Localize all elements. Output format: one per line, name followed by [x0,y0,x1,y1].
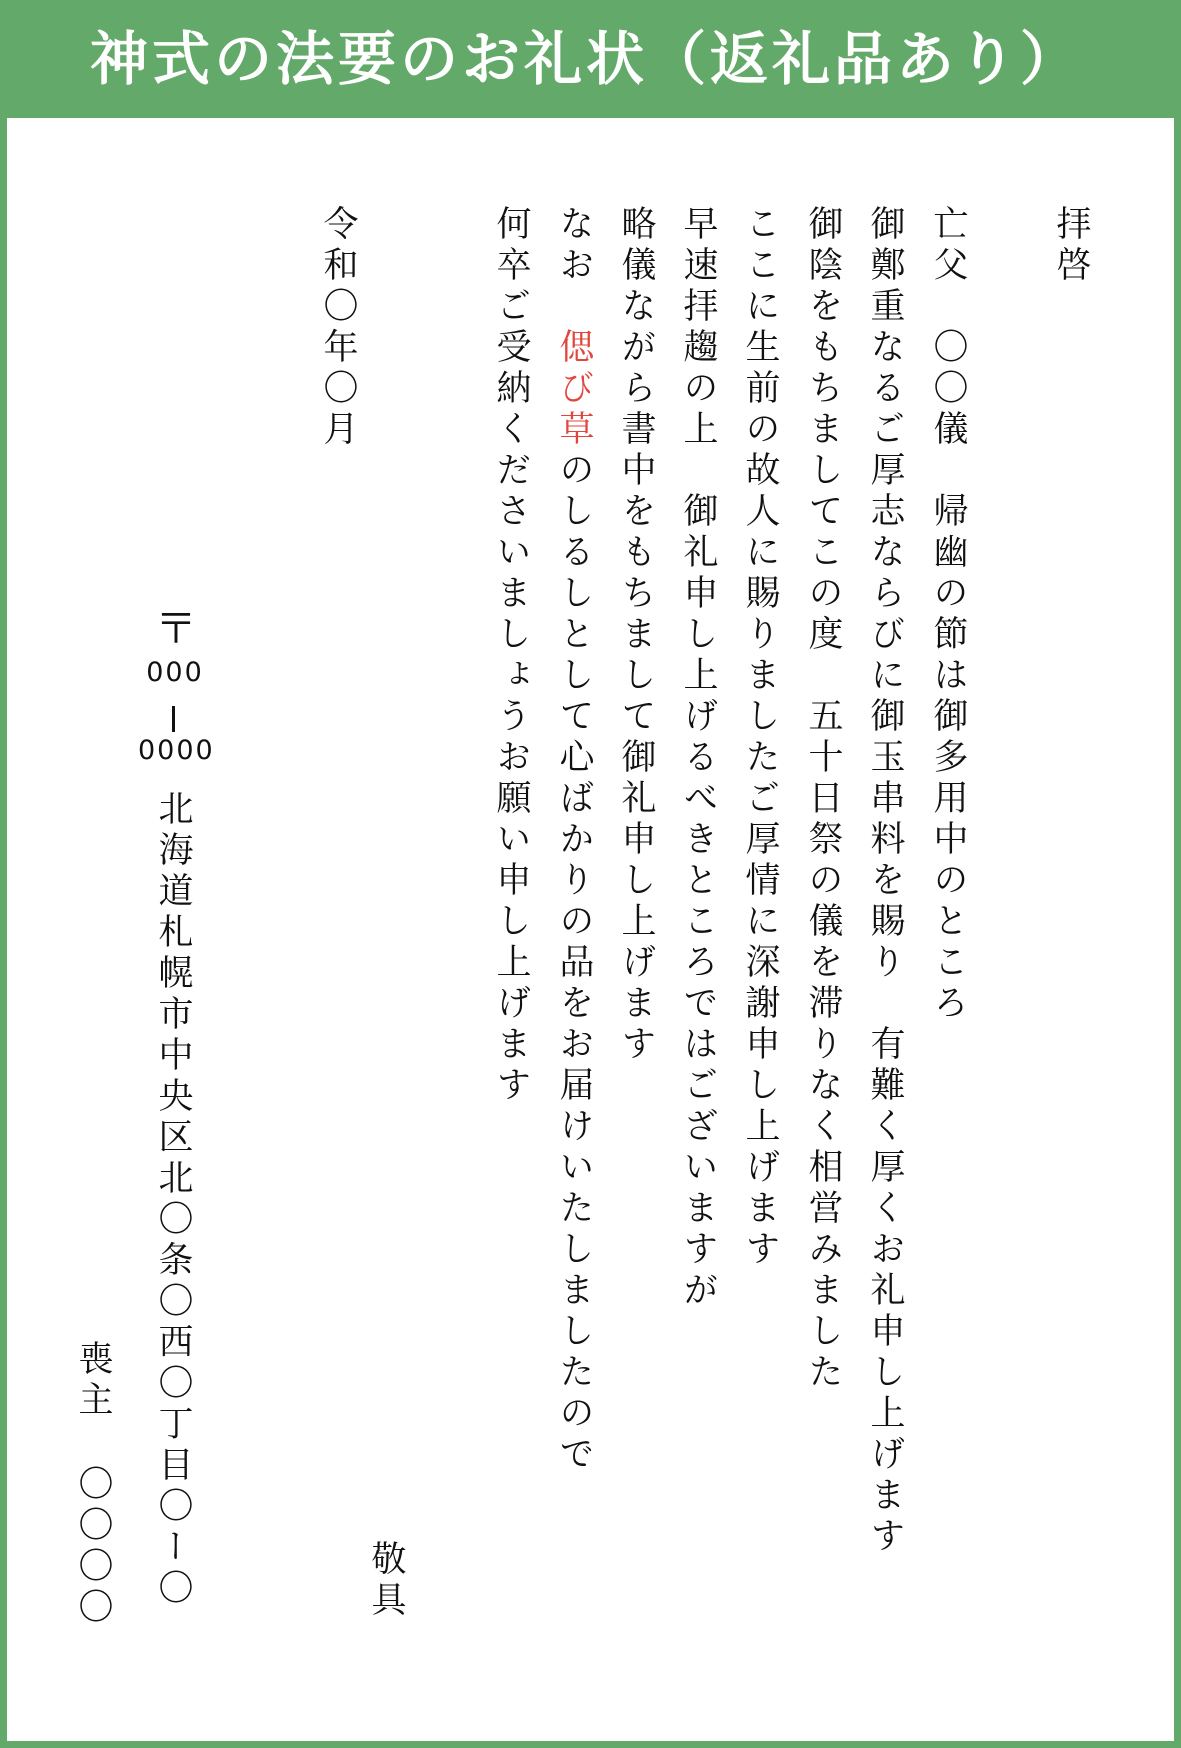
letter-line-3: 御陰をもちましてこの度 五十日祭の儀を滞りなく相営みました [803,205,843,1394]
postal-code-dash [172,706,175,732]
letter-opening: 拝啓 [1051,205,1091,287]
sender-role: 喪主 [73,1340,113,1422]
postal-code-second: 0000 [138,735,215,766]
sender-name: 〇〇〇〇 [73,1465,113,1629]
letter-line-2: 御鄭重なるご厚志ならびに御玉串料を賜り 有難く厚くお礼申し上げます [865,205,905,1558]
letter-line-8: 何卒ご受納くださいましょうお願い申し上げます [491,205,531,1107]
page-title: 神式の法要のお礼状（返礼品あり） [90,25,1083,93]
postal-code-first: 000 [146,657,204,688]
sender-address: 北海道札幌市中央区北〇条〇西〇丁目〇ー〇 [153,790,193,1610]
shinobigusa-highlight: 偲び草 [554,328,594,451]
letter-line-7 [554,205,594,1476]
letter-line-6: 略儀ながら書中をもちまして御礼申し上げます [616,205,656,1066]
letter-closing: 敬具 [366,1540,406,1622]
nao-suffix: のしるしとして心ばかりの品をお届けいたしましたので [554,451,594,1476]
letter-line-5: 早速拝趨の上 御礼申し上げるべきところではございますが [678,205,718,1312]
letter-line-4: ここに生前の故人に賜りましたご厚情に深謝申し上げます [740,205,780,1271]
letter-line-1: 亡父 〇〇儀 帰幽の節は御多用中のところ [928,205,968,1025]
postal-mark: 〒 [155,604,198,653]
nao-prefix: なお [554,205,594,328]
letter-date: 令和〇年〇月 [318,205,358,451]
